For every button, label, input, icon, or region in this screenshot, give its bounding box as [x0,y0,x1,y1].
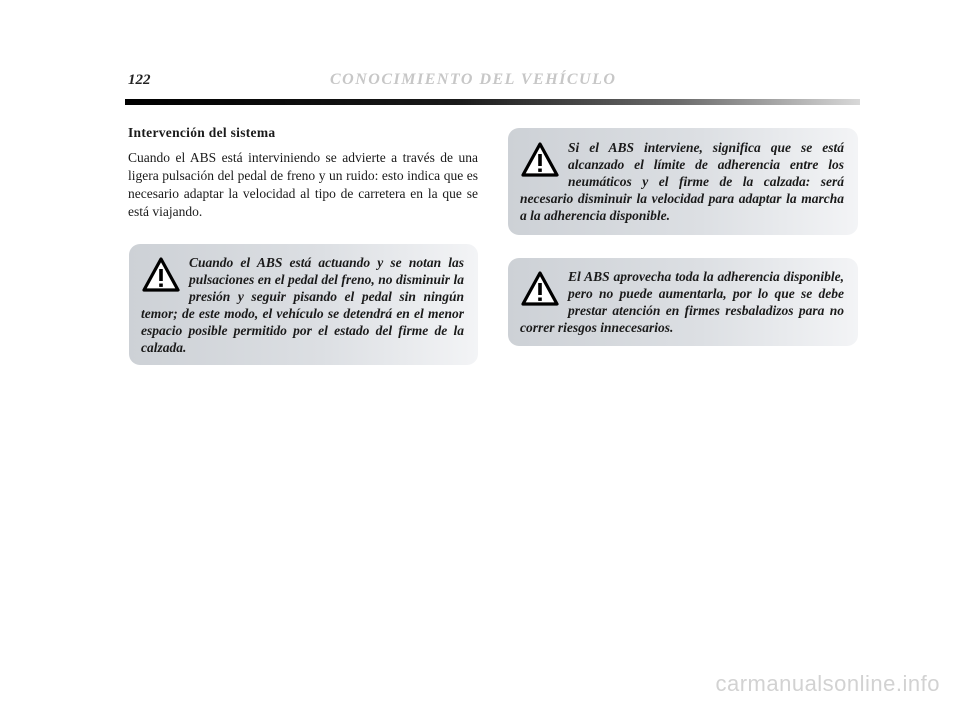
page-number: 122 [128,72,151,88]
header-rule [125,99,860,105]
section-body: Cuando el ABS está interviniendo se advierte a través de una ligera pulsación del pedal de freno y un ruido: esto indica que es necesario adaptar la velocidad al tipo de carretera en la que se está viajando. [128,150,478,219]
warning-text: Cuando el ABS está actuando y se notan las pulsaciones en el pedal del freno, no disminuir la presión y seguir pisando el pedal sin ningún temor; de este modo, el vehículo se detendrá en el menor espacio posible permitido por el estado del firme de la calzada. [141,255,464,355]
warning-box-abs-pulsations [129,244,478,365]
warning-text: El ABS aprovecha toda la adherencia disponible, pero no puede aumentarla, por lo que se debe prestar atención en firmes resbaladizos para no correr riesgos innecesarios. [520,269,844,335]
section-heading: Intervención del sistema [128,125,276,140]
warning-triangle-icon [520,141,560,179]
warning-box-abs-adherence [508,258,858,346]
warning-triangle-icon [520,270,560,308]
warning-text: Si el ABS interviene, significa que se está alcanzado el límite de adherencia entre los neumáticos y el firme de la calzada: será necesario disminuir la velocidad para adaptar la marcha a la adherencia disponible. [520,140,844,223]
section-intervencion [128,125,478,221]
watermark: carmanualsonline.info [715,671,940,696]
running-title: CONOCIMIENTO DEL VEHÍCULO [330,71,617,88]
warning-triangle-icon [141,256,181,294]
warning-box-abs-intervenes [508,128,858,235]
